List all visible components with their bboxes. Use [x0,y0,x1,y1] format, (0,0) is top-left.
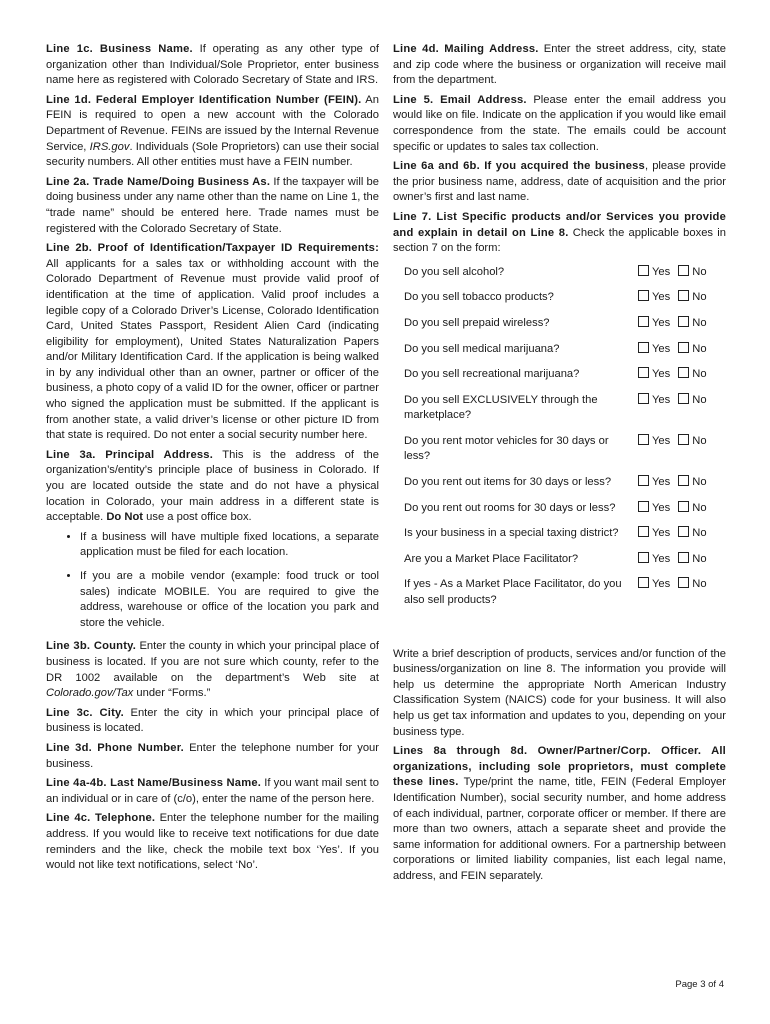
line-4ab: Line 4a-4b. Last Name/Business Name. If you want mail sent to an individual or in care of (c/o), enter the name of the person here. [46,777,379,805]
yes-label: Yes [652,527,671,540]
line-6: Line 6a and 6b. If you acquired the business, please provide the prior business name, address, date of acquisition and the prior owner’s first and last name. [393,160,726,204]
yes-label: Yes [652,368,671,381]
line-2a: Line 2a. Trade Name/Doing Business As. If the taxpayer will be doing business under any name other than the name on Line 1, the “trade name” should be entered here. Trade names must be registered with the Colorado Secretary of State. [46,175,379,235]
question-text: Is your business in a special taxing district? [404,527,619,540]
yes-checkbox[interactable] [638,526,649,537]
yes-checkbox[interactable] [638,265,649,276]
yes-checkbox[interactable] [638,367,649,378]
answer-options [638,526,726,552]
answer-options [638,265,726,291]
yes-option[interactable] [638,476,670,488]
yes-option[interactable] [638,368,670,380]
table-row [393,316,726,342]
no-checkbox[interactable] [678,367,689,378]
yes-label: Yes [652,265,671,278]
no-checkbox[interactable] [678,526,689,537]
answer-options [638,434,726,475]
right-column [393,42,726,889]
yes-option[interactable] [638,291,670,303]
no-checkbox[interactable] [678,552,689,563]
yes-label: Yes [652,342,671,355]
line-8: Lines 8a through 8d. Owner/Partner/Corp. Officer. All organizations, including sole proprietors, must complete these lines. Type/print the name, title, FEIN (Federal Employer Identification Number), social security number, and home address of each individual, partner, corporate officer or member. If there are more than two owners, attach a separate sheet and provide the same information for additional owners. For a partnership between corporations or limited liability companies, list each legal name, address, and FEIN separately. [393,745,726,882]
question-text: Do you rent motor vehicles for 30 days or less? [404,434,609,463]
yes-label: Yes [652,434,671,447]
line-3b: Line 3b. County. Enter the county in which your principal place of business is located. If you are not sure which county, refer to the DR 1002 available on the department’s Web site at Colorado.gov/Tax under “Forms.” [46,640,379,700]
no-checkbox[interactable] [678,316,689,327]
yes-checkbox[interactable] [638,290,649,301]
yes-label: Yes [652,393,671,406]
no-option[interactable] [678,476,706,488]
no-option[interactable] [678,291,706,303]
no-label: No [692,552,707,565]
no-option[interactable] [678,394,706,406]
no-checkbox[interactable] [678,290,689,301]
yes-checkbox[interactable] [638,577,649,588]
table-row [393,393,726,434]
yes-option[interactable] [638,394,670,406]
page-number: Page 3 of 4 [675,979,724,990]
no-option[interactable] [678,527,706,539]
no-label: No [692,476,707,489]
no-option[interactable] [678,266,706,278]
no-checkbox[interactable] [678,475,689,486]
table-row [393,342,726,368]
table-row [393,265,726,291]
no-checkbox[interactable] [678,265,689,276]
question-text: Do you sell medical marijuana? [404,342,560,355]
tax-link-text: Colorado.gov/Tax [46,687,134,700]
no-option[interactable] [678,317,706,329]
no-option[interactable] [678,343,706,355]
no-label: No [692,368,707,381]
question-table [393,265,726,619]
yes-checkbox[interactable] [638,501,649,512]
line-3c: Line 3c. City. Enter the city in which your principal place of business is located. [46,706,379,735]
no-checkbox[interactable] [678,577,689,588]
no-label: No [692,342,707,355]
no-label: No [692,434,707,447]
answer-options [638,290,726,316]
question-text: If yes - As a Market Place Facilitator, do you also sell products? [404,578,622,607]
table-row [393,526,726,552]
table-row [393,552,726,578]
yes-label: Yes [652,501,671,514]
yes-option[interactable] [638,317,670,329]
yes-option[interactable] [638,502,670,514]
list-item: • If a business will have multiple fixed locations, a separate application must be filed for each location. [80,530,379,561]
no-checkbox[interactable] [678,434,689,445]
yes-label: Yes [652,552,671,565]
question-text: Do you sell recreational marijuana? [404,368,580,381]
line-4d: Line 4d. Mailing Address. Enter the street address, city, state and zip code where the business or organization will receive mail from the department. [393,43,726,87]
answer-options [638,577,726,618]
no-option[interactable] [678,553,706,565]
table-row [393,475,726,501]
yes-option[interactable] [638,527,670,539]
no-label: No [692,527,707,540]
answer-options [638,475,726,501]
no-option[interactable] [678,435,706,447]
line-3a-bullets [46,530,379,632]
yes-label: Yes [652,291,671,304]
line-2b: Line 2b. Proof of Identification/Taxpayer ID Requirements: All applicants for a sales tax or withholding account with the Colorado Department of Revenue must provide valid proof of identification at the time of application. Valid proof includes a legible copy of a Colorado Driver’s License, Colorado Identification Card, United States Passport, Resident Alien Card (indicating eligibility for employment), United States Naturalization Papers and/or Military Identification Card. If the application is being walked in by any individual other than an owner, partner or officer of the business, a photo copy of a valid ID for the owner, officer or partner who signed the application must be submitted. If the applicant is from another state, a valid driver’s license or other picture ID from that state is required. Do not enter a social security number here. [46,242,379,442]
yes-checkbox[interactable] [638,434,649,445]
yes-label: Yes [652,476,671,489]
yes-checkbox[interactable] [638,393,649,404]
no-checkbox[interactable] [678,393,689,404]
yes-label: Yes [652,316,671,329]
yes-checkbox[interactable] [638,316,649,327]
line-4c: Line 4c. Telephone. Enter the telephone number for the mailing address. If you would like to receive text notifications for due date reminders and the like, check the mobile text box ‘Yes’. If you would not like text notifications, select ‘No’. [46,812,379,872]
no-option[interactable] [678,578,706,590]
table-row [393,501,726,527]
no-label: No [692,501,707,514]
no-checkbox[interactable] [678,501,689,512]
question-text: Do you rent out items for 30 days or less? [404,476,612,489]
answer-options [638,367,726,393]
no-checkbox[interactable] [678,342,689,353]
table-row [393,434,726,475]
line-1c: Line 1c. Business Name. If operating as any other type of organization other than Individual/Sole Proprietor, enter business name here as registered with Colorado Secretary of State and IRS. [46,43,379,87]
yes-option[interactable] [638,266,670,278]
yes-checkbox[interactable] [638,552,649,563]
question-text: Do you sell tobacco products? [404,291,554,304]
no-label: No [692,393,707,406]
line-8-description: Write a brief description of products, services and/or function of the business/organization on line 8. The information you provide will help us determine the appropriate North American Industry Classification System (NAICS) code for your business. It will also help us get tax information and updates to you, depending on your business type. [393,647,726,738]
answer-options [638,552,726,578]
no-label: No [692,578,707,591]
table-row [393,577,726,618]
answer-options [638,501,726,527]
irs-link-text: IRS.gov [89,140,130,153]
question-text: Are you a Market Place Facilitator? [404,552,579,565]
question-text: Do you sell prepaid wireless? [404,316,550,329]
yes-option[interactable] [638,343,670,355]
yes-option[interactable] [638,578,670,590]
line-1d: Line 1d. Federal Employer Identification Number (FEIN). An FEIN is required to open a new account with the Colorado Department of Revenue. FEINs are issued by the Internal Revenue Service, IRS.gov. Individuals (Sole Proprietors) can use their social security numbers. All other entities must have a FEIN number. [46,93,379,169]
line-3a: Line 3a. Principal Address. This is the address of the organization’s/entity’s principle place of business in Colorado. If you are located outside the state and do not have a physical location in Colorado, your main address in a different state is acceptable. Do Not use a post office box. [46,448,379,524]
question-text: Do you sell alcohol? [404,265,505,278]
answer-options [638,393,726,434]
no-label: No [692,291,707,304]
table-row [393,367,726,393]
no-option[interactable] [678,368,706,380]
yes-option[interactable] [638,553,670,565]
line-5: Line 5. Email Address. Please enter the email address you would like on file. Indicate on the application if you would like email correspondence from the state. The emails could be account specific or updates to sales tax collection. [393,93,726,153]
answer-options [638,316,726,342]
yes-checkbox[interactable] [638,475,649,486]
line-3d: Line 3d. Phone Number. Enter the telephone number for your business. [46,741,379,770]
yes-checkbox[interactable] [638,342,649,353]
table-row [393,290,726,316]
yes-label: Yes [652,578,671,591]
line-7: Line 7. List Specific products and/or Services you provide and explain in detail on Line 8. Check the applicable boxes in section 7 on the form: [393,210,726,255]
left-column [46,42,379,878]
no-label: No [692,316,707,329]
question-text: Do you sell EXCLUSIVELY through the marketplace? [404,393,598,422]
list-item: • If you are a mobile vendor (example: food truck or tool sales) indicate MOBILE. You are required to give the address, warehouse or office of the location you park and store the vehicle. [80,569,379,631]
no-option[interactable] [678,502,706,514]
question-text: Do you rent out rooms for 30 days or less? [404,501,616,514]
yes-option[interactable] [638,435,670,447]
answer-options [638,342,726,368]
no-label: No [692,265,707,278]
